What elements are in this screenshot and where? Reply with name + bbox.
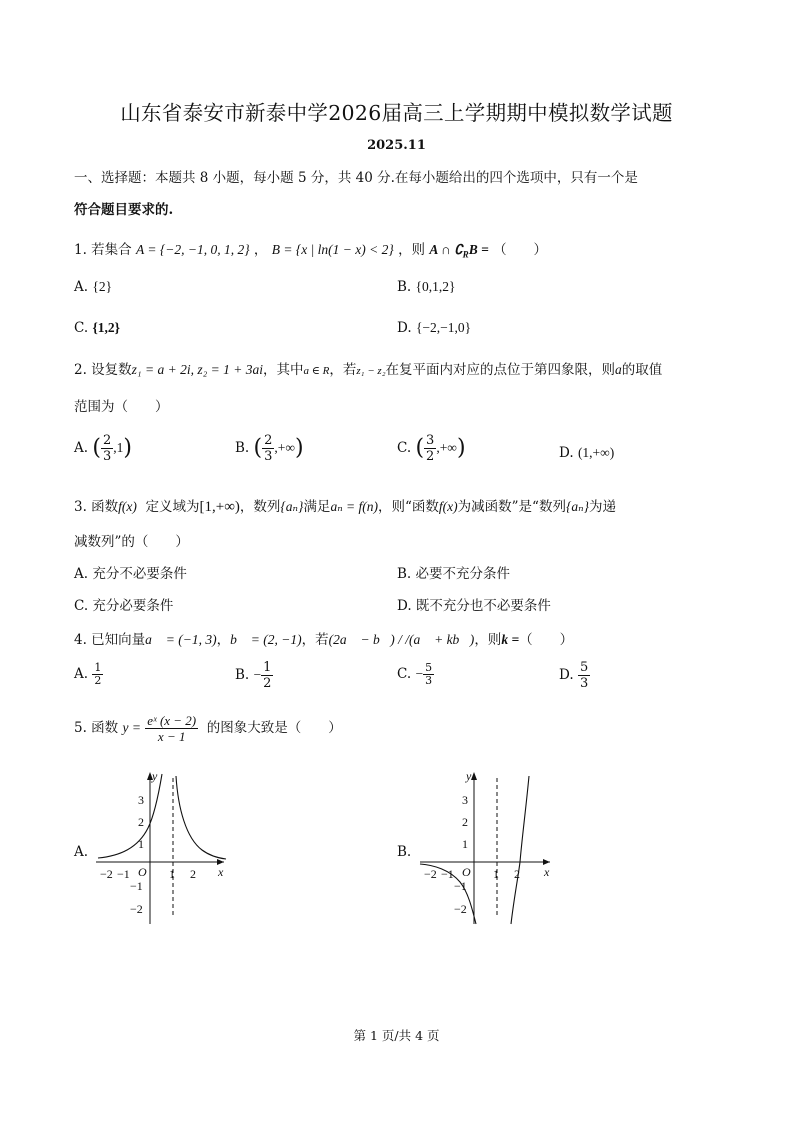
q4-paren: （ ） [519, 632, 574, 648]
q1-intro: 1. 若集合 [74, 242, 132, 258]
question-4-stem [74, 630, 573, 650]
q1-option-c-label: C. [74, 320, 89, 336]
question-2-stem [74, 360, 662, 381]
q1-expr-part2: B = [468, 242, 489, 257]
q3-tail: 为递 [589, 499, 616, 515]
graph-b-y-label: y [466, 769, 472, 783]
q2-option-c[interactable] [397, 433, 466, 464]
q3-line2: 减数列”的（ ） [74, 534, 189, 550]
page-footer: 第 1 页/共 4 页 [353, 1028, 440, 1043]
graph-b-tick-ym2: −2 [454, 902, 467, 916]
q1-set-a: A = {−2, −1, 0, 1, 2} [135, 242, 250, 257]
q1-option-d[interactable] [397, 318, 471, 338]
graph-a-tick-xm1: −1 [117, 867, 130, 881]
q5-prompt: 的图象大致是（ ） [206, 720, 342, 736]
q2-intro: 2. 设复数 [74, 362, 132, 378]
graph-b-tick-x2: 2 [514, 867, 520, 881]
q3-function-2: f(x) [438, 499, 458, 514]
graph-b-curve-right [511, 776, 529, 924]
q2-option-a[interactable] [74, 433, 132, 464]
q2-option-c-rest: ,+∞ [436, 440, 457, 455]
q2-quadrant-text: 在复平面内对应的点位于第四象限，则 [385, 362, 616, 378]
q2-option-b[interactable] [235, 433, 304, 464]
q4-option-c-sign: − [415, 666, 424, 681]
graph-a-tick-ym1: −1 [130, 879, 143, 893]
q2-if: ，若 [329, 362, 357, 378]
q1-expr-part1: A ∩ ∁ [429, 242, 463, 257]
section-heading-line2: 符合题目要求的. [74, 202, 174, 218]
q1-option-a-label: A. [74, 279, 89, 295]
q2-option-c-label: C. [397, 440, 412, 456]
q1-option-d-value: {−2,−1,0} [415, 320, 472, 335]
q5-intro: 5. 函数 [74, 720, 119, 736]
q3-satisfies: 满足 [303, 499, 331, 515]
q3-function: f(x) [118, 499, 137, 514]
q1-option-b-label: B. [397, 279, 412, 295]
q3-option-c[interactable]: C. 充分必要条件 [74, 598, 174, 614]
graph-a-tick-y1: 1 [138, 837, 144, 851]
q4-option-c-fraction [423, 662, 434, 687]
graph-a-tick-x2: 2 [190, 867, 196, 881]
q2-option-a-label: A. [74, 440, 89, 456]
q4-vector-a: a⃗ = (−1, 3) [145, 632, 217, 647]
q1-expr-sub: R [462, 249, 469, 260]
graph-a-tick-x1: 1 [169, 867, 175, 881]
q3-sequence: {aₙ} [280, 499, 304, 514]
q3-sequence-text: ，数列 [239, 499, 281, 515]
q2-option-a-lparen: ( [92, 435, 101, 461]
q4-option-a-label: A. [74, 666, 89, 682]
q4-option-c-label: C. [397, 666, 412, 682]
q1-option-d-label: D. [397, 320, 412, 336]
q4-vector-b: b⃗ = (2, −1) [230, 632, 302, 647]
q1-expression [429, 242, 489, 260]
question-5-stem [74, 713, 342, 744]
q5-graph-b[interactable] [414, 768, 564, 928]
q2-option-a-num: 2 [102, 433, 112, 448]
q2-option-d-value: (1,+∞) [577, 445, 615, 460]
q4-option-d-fraction [578, 660, 590, 691]
q2-option-d[interactable] [559, 443, 614, 463]
graph-a-tick-ym2: −2 [130, 902, 143, 916]
q4-option-c[interactable] [397, 662, 434, 687]
q4-option-c-den: 3 [425, 674, 433, 687]
q1-comma: ， [253, 242, 268, 258]
graph-b-tick-xm2: −2 [424, 867, 437, 881]
q1-then: ，则 [398, 242, 426, 258]
q4-option-a-den: 2 [94, 674, 102, 687]
q5-option-b-label[interactable]: B. [397, 844, 412, 860]
q2-option-b-rparen: ) [295, 435, 304, 461]
q5-fraction [145, 713, 198, 744]
q3-condition-text: ，则“函数 [378, 499, 439, 515]
q4-intro: 4. 已知向量 [74, 632, 146, 648]
q5-option-a-label[interactable]: A. [74, 844, 89, 860]
q2-option-c-den: 2 [426, 449, 435, 464]
q2-line2: 范围为（ ） [74, 399, 169, 415]
graph-b-tick-x1: 1 [493, 867, 499, 881]
q4-option-b-label: B. [235, 667, 250, 683]
q3-option-a[interactable]: A. 充分不必要条件 [74, 566, 187, 582]
q2-option-c-fraction [424, 433, 436, 464]
graph-a-tick-y3: 3 [138, 793, 144, 807]
question-3-stem [74, 497, 616, 517]
q4-k: k = [501, 632, 520, 647]
q3-option-d[interactable]: D. 既不充分也不必要条件 [397, 598, 551, 614]
q4-option-d[interactable] [559, 660, 590, 691]
q4-option-b-fraction [261, 660, 273, 691]
q2-range-text: 的取值 [621, 362, 663, 378]
q4-option-b-num: 1 [263, 660, 272, 675]
q2-option-a-fraction [101, 433, 113, 464]
q2-option-a-den: 3 [102, 449, 112, 464]
q2-variable: a [615, 362, 622, 377]
q2-complex-numbers: z₁ = a + 2i, z₂ = 1 + 3ai [131, 362, 264, 377]
graph-a-x-label: x [218, 865, 224, 879]
page-title: 山东省泰安市新泰中学2026届高三上学期期中模拟数学试题 [120, 101, 673, 125]
graph-b-tick-ym1: −1 [454, 879, 467, 893]
q2-option-c-num: 3 [426, 433, 435, 448]
q2-difference: z₁ − z₂ [356, 365, 386, 377]
graph-b-y-arrow-icon [471, 772, 477, 780]
q4-option-a-fraction [92, 662, 103, 687]
graph-a-curve-right [176, 776, 226, 859]
q4-option-a-num: 1 [94, 661, 102, 674]
q2-option-b-num: 2 [264, 433, 273, 448]
graph-a-tick-y2: 2 [138, 815, 144, 829]
graph-a-origin: O [138, 865, 147, 879]
q2-option-a-rparen: ) [123, 435, 132, 461]
graph-a-tick-xm2: −2 [100, 867, 113, 881]
graph-b-x-label: x [544, 865, 550, 879]
graph-b-tick-y3: 3 [462, 793, 468, 807]
q1-option-c[interactable] [74, 318, 120, 338]
graph-a-curve-left [98, 774, 162, 858]
q4-option-c-num: 5 [425, 661, 433, 674]
q5-numerator: eˣ (x − 2) [147, 713, 197, 728]
q1-set-b: B = {x | ln(1 − x) < 2} [271, 242, 394, 257]
q3-domain: [1,+∞) [199, 499, 240, 515]
q4-comma: ， [216, 632, 231, 648]
q3-decreasing-text: 为减函数”是“数列 [457, 499, 566, 515]
q4-option-b-den: 2 [263, 676, 272, 691]
q3-relation: aₙ = f(n) [330, 499, 379, 514]
q1-option-b-value: {0,1,2} [415, 279, 456, 294]
q3-intro: 3. 函数 [74, 499, 119, 515]
q2-option-c-rparen: ) [456, 435, 466, 461]
question-1-stem [74, 240, 547, 265]
q3-sequence-2: {aₙ} [565, 499, 589, 514]
q3-option-b[interactable]: B. 必要不充分条件 [397, 566, 511, 582]
q4-option-d-num: 5 [579, 660, 589, 675]
q2-option-b-rest: ,+∞ [274, 440, 296, 455]
q2-option-b-label: B. [235, 440, 250, 456]
q3-domain-text: 定义域为 [145, 499, 200, 515]
q4-then: ，则 [474, 632, 502, 648]
q1-option-b[interactable] [397, 277, 455, 297]
exam-date: 2025.11 [367, 138, 426, 153]
q4-option-b-sign: − [253, 667, 262, 682]
q2-option-b-fraction [262, 433, 274, 464]
q1-paren: （ ） [493, 242, 548, 258]
q2-option-c-lparen: ( [415, 435, 425, 461]
q2-option-a-rest: ,1 [113, 440, 124, 455]
graph-b-origin: O [462, 865, 471, 879]
graph-a-y-label: y [152, 769, 158, 783]
q2-where: ，其中 [263, 362, 304, 378]
q5-graph-a[interactable] [90, 768, 240, 928]
q2-option-b-lparen: ( [253, 435, 263, 461]
q2-option-d-label: D. [559, 445, 574, 461]
section-heading-line1: 一、选择题：本题共 8 小题，每小题 5 分，共 40 分.在每小题给出的四个选项中，只有一个是 [74, 170, 638, 186]
q2-option-b-den: 3 [264, 449, 273, 464]
q4-option-d-label: D. [559, 667, 574, 683]
q1-option-a[interactable] [74, 277, 112, 297]
q4-option-b[interactable] [235, 660, 273, 691]
graph-b-tick-y2: 2 [462, 815, 468, 829]
q4-parallel: (2a⃗ − b⃗) / /(a⃗ + kb⃗) [328, 632, 475, 647]
q1-option-c-value: {1,2} [92, 320, 120, 335]
q4-if: ，若 [301, 632, 329, 648]
q5-y-equals: y = [122, 720, 141, 735]
q1-option-a-value: {2} [92, 279, 113, 294]
graph-b-tick-xm1: −1 [441, 867, 454, 881]
q2-condition: a ∈ R [303, 365, 330, 377]
q4-option-a[interactable] [74, 662, 103, 687]
graph-b-tick-y1: 1 [462, 837, 468, 851]
q5-denominator: x − 1 [157, 729, 186, 744]
q4-option-d-den: 3 [579, 676, 589, 691]
